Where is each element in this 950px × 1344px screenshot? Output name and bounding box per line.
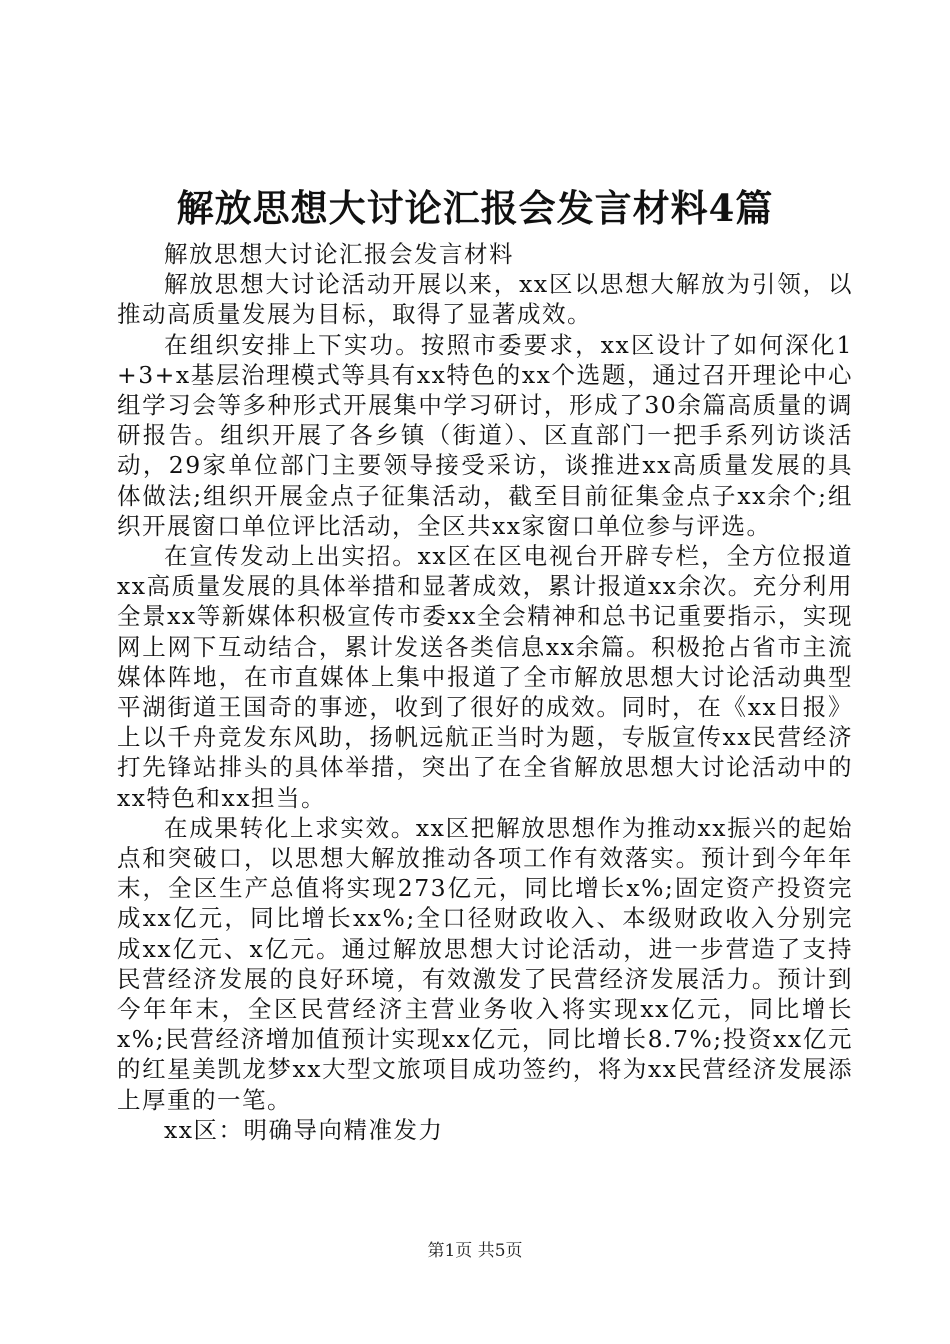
subtitle-paragraph: 解放思想大讨论汇报会发言材料 — [164, 240, 514, 268]
document-body — [117, 239, 853, 1145]
section-heading-paragraph: xx区：明确导向精准发力 — [164, 1115, 444, 1144]
intro-paragraph: 解放思想大讨论活动开展以来，xx区以思想大解放为引领，以推动高质量发展为目标，取得了显著成效。 — [117, 270, 853, 329]
organization-paragraph: 在组织安排上下实功。按照市委要求，xx区设计了如何深化1+3+x基层治理模式等具有xx特色的xx个选题，通过召开理论中心组学习会等多种形式开展集中学习研讨，形成了30余篇高质量的调研报告。组织开展了各乡镇（街道）、区直部门一把手系列访谈活动，29家单位部门主要领导接受采访，谈推进xx高质量发展的具体做法;组织开展金点子征集活动，截至目前征集金点子xx余个;组织开展窗口单位评比活动，全区共xx家窗口单位参与评选。 — [117, 330, 853, 540]
document-title: 解放思想大讨论汇报会发言材料4篇 — [176, 186, 774, 230]
publicity-paragraph: 在宣传发动上出实招。xx区在区电视台开辟专栏，全方位报道xx高质量发展的具体举措和显著成效，累计报道xx余次。充分利用全景xx等新媒体积极宣传市委xx全会精神和总书记重要指示，实现网上网下互动结合，累计发送各类信息xx余篇。积极抢占省市主流媒体阵地，在市直媒体上集中报道了全市解放思想大讨论活动典型平湖街道王国奇的事迹，收到了很好的成效。同时，在《xx日报》上以千舟竞发东风助，扬帆远航正当时为题，专版宣传xx民营经济打先锋站排头的具体举措，突出了在全省解放思想大讨论活动中的xx特色和xx担当。 — [117, 542, 853, 812]
page-number-footer: 第1页 共5页 — [427, 1241, 523, 1261]
results-paragraph: 在成果转化上求实效。xx区把解放思想作为推动xx振兴的起始点和突破口，以思想大解放推动各项工作有效落实。预计到今年年末，全区生产总值将实现273亿元，同比增长x%;固定资产投资完成xx亿元，同比增长xx%;全口径财政收入、本级财政收入分别完成xx亿元、x亿元。通过解放思想大讨论活动，进一步营造了支持民营经济发展的良好环境，有效激发了民营经济发展活力。预计到今年年末，全区民营经济主营业务收入将实现xx亿元，同比增长x%;民营经济增加值预计实现xx亿元，同比增长8.7%;投资xx亿元的红星美凯龙梦xx大型文旅项目成功签约，将为xx民营经济发展添上厚重的一笔。 — [117, 813, 853, 1114]
